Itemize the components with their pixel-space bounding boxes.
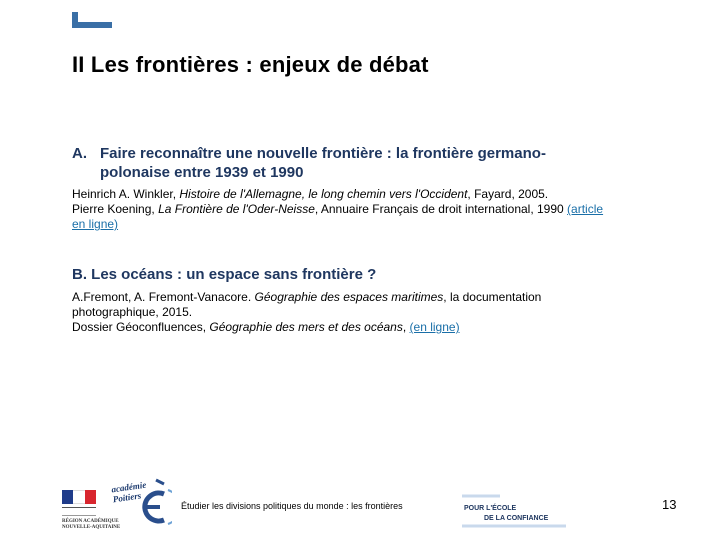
article-online-link[interactable]: (article en ligne) — [72, 202, 604, 231]
region-label: RÉGION ACADÉMIQUE NOUVELLE-AQUITAINE — [62, 519, 121, 530]
section-a-references — [72, 187, 672, 232]
academie-e-logo-icon — [134, 478, 172, 532]
section-a-letter: A. — [72, 145, 87, 162]
reference-item: Pierre Koening, La Frontière de l'Oder-Neisse, Annuaire Français de droit international, 1990 (article en ligne) — [72, 202, 604, 231]
section-b-references — [72, 290, 672, 335]
corner-mark-icon — [72, 12, 112, 28]
reference-item: Dossier Géoconfluences, Géographie des mers et des océans, (en ligne) — [72, 320, 460, 334]
section-a-heading-line2: polonaise entre 1939 et 1990 — [100, 164, 304, 181]
section-b — [72, 265, 672, 335]
page-number: 13 — [662, 497, 677, 512]
section-b-heading: B. Les océans : un espace sans frontière ? — [72, 266, 377, 283]
institution-logos — [56, 478, 176, 534]
government-label-icon — [62, 507, 96, 516]
academie-label: académie Poitiers — [110, 479, 147, 505]
svg-text:DE LA CONFIANCE: DE LA CONFIANCE — [484, 515, 549, 522]
section-a-heading-line1: Faire reconnaître une nouvelle frontière : la frontière germano- — [100, 145, 546, 162]
slide-title: II Les frontières : enjeux de débat — [72, 52, 429, 77]
section-a-heading — [72, 144, 672, 182]
svg-text:POUR L'ÉCOLE: POUR L'ÉCOLE — [464, 505, 517, 512]
ecole-confiance-logo-icon — [460, 492, 568, 530]
reference-item: A.Fremont, A. Fremont-Vanacore. Géographie des espaces maritimes, la documentation photographique, 2015. — [72, 290, 542, 319]
online-link[interactable]: (en ligne) — [409, 320, 460, 334]
section-a — [72, 144, 672, 232]
french-republic-flag-icon — [62, 490, 96, 504]
reference-item: Heinrich A. Winkler, Histoire de l'Allemagne, le long chemin vers l'Occident, Fayard, 2005. — [72, 187, 549, 201]
footer-caption: Étudier les divisions politiques du monde : les frontières — [181, 501, 403, 511]
